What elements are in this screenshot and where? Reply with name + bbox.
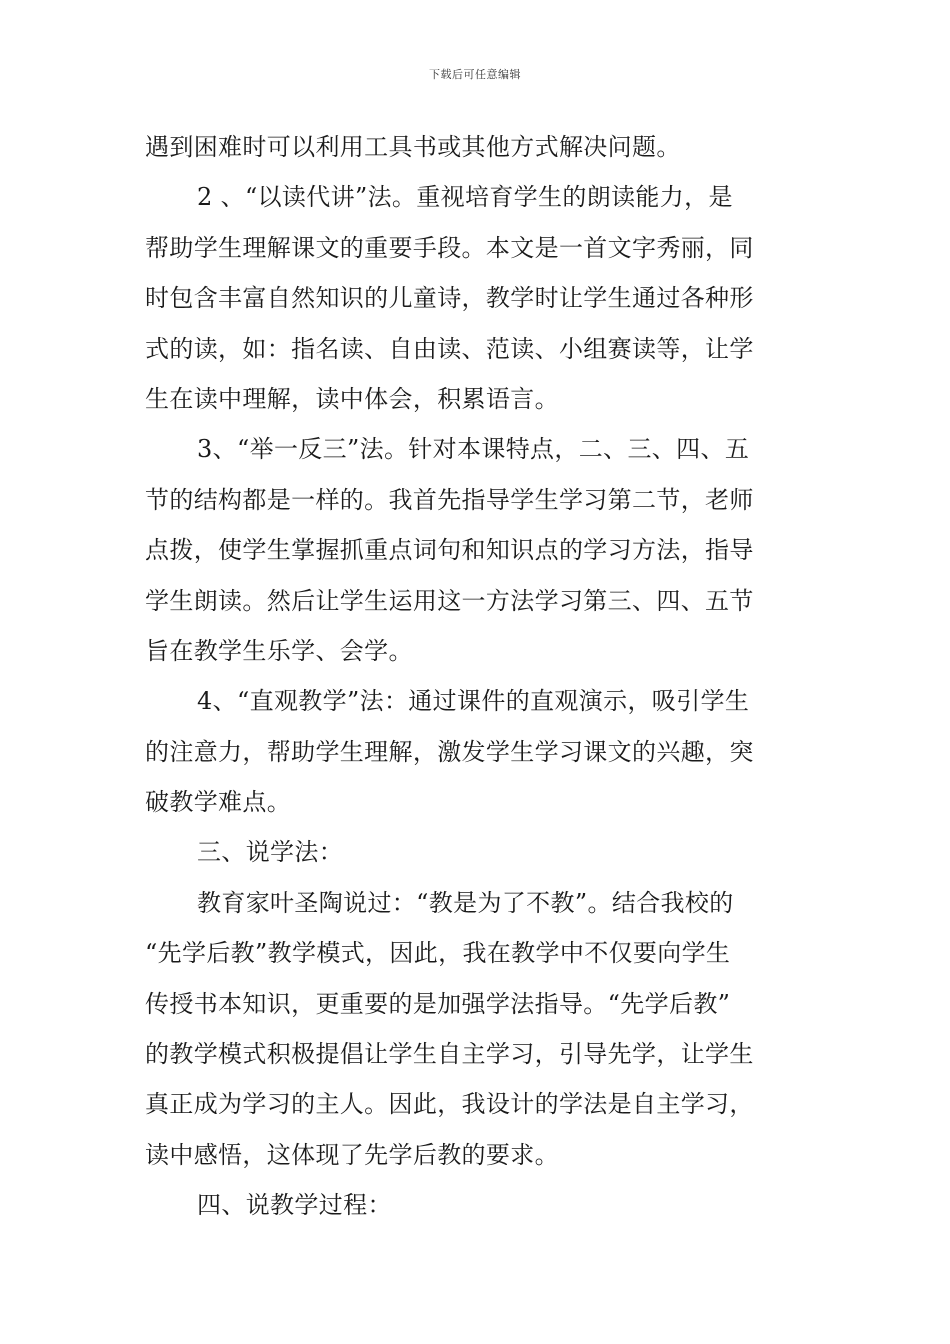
text-line: 教育家叶圣陶说过：“教是为了不教”。结合我校的 [197,888,734,917]
text-line: 传授书本知识，更重要的是加强学法指导。“先学后教” [145,989,731,1018]
text-line: 式的读，如：指名读、自由读、范读、小组赛读等，让学 [145,334,754,363]
text-line: 时包含丰富自然知识的儿童诗，教学时让学生通过各种形 [145,284,754,313]
text-line: 2 、“以读代讲”法。重视培育学生的朗读能力，是 [197,183,733,212]
text-line: 3、“举一反三”法。针对本课特点，二、三、四、五 [197,435,750,464]
text-line: 真正成为学习的主人。因此，我设计的学法是自主学习， [145,1090,754,1119]
text-line: 读中感悟，这体现了先学后教的要求。 [145,1140,559,1169]
text-line: 遇到困难时可以利用工具书或其他方式解决问题。 [145,133,681,161]
document-body [145,122,805,1231]
text-line: 点拨，使学生掌握抓重点词句和知识点的学习方法，指导 [145,536,754,565]
text-line: 旨在教学生乐学、会学。 [145,636,413,665]
section-heading: 三、说学法： [197,838,344,867]
text-line: 节的结构都是一样的。我首先指导学生学习第二节，老师 [145,485,754,514]
text-line: “先学后教”教学模式，因此，我在教学中不仅要向学生 [145,939,731,968]
text-line: 的教学模式积极提倡让学生自主学习，引导先学，让学生 [145,1040,754,1069]
text-line: 的注意力，帮助学生理解，激发学生学习课文的兴趣，突 [145,737,754,766]
text-line: 破教学难点。 [145,788,292,817]
page-header: 下载后可任意编辑 [429,68,521,81]
section-heading: 四、说教学过程： [197,1191,392,1220]
text-line: 生在读中理解，读中体会，积累语言。 [145,384,559,413]
text-line: 4、“直观教学”法：通过课件的直观演示，吸引学生 [197,687,750,716]
text-line: 学生朗读。然后让学生运用这一方法学习第三、四、五节 [145,586,754,615]
text-line: 帮助学生理解课文的重要手段。本文是一首文字秀丽，同 [145,233,754,262]
